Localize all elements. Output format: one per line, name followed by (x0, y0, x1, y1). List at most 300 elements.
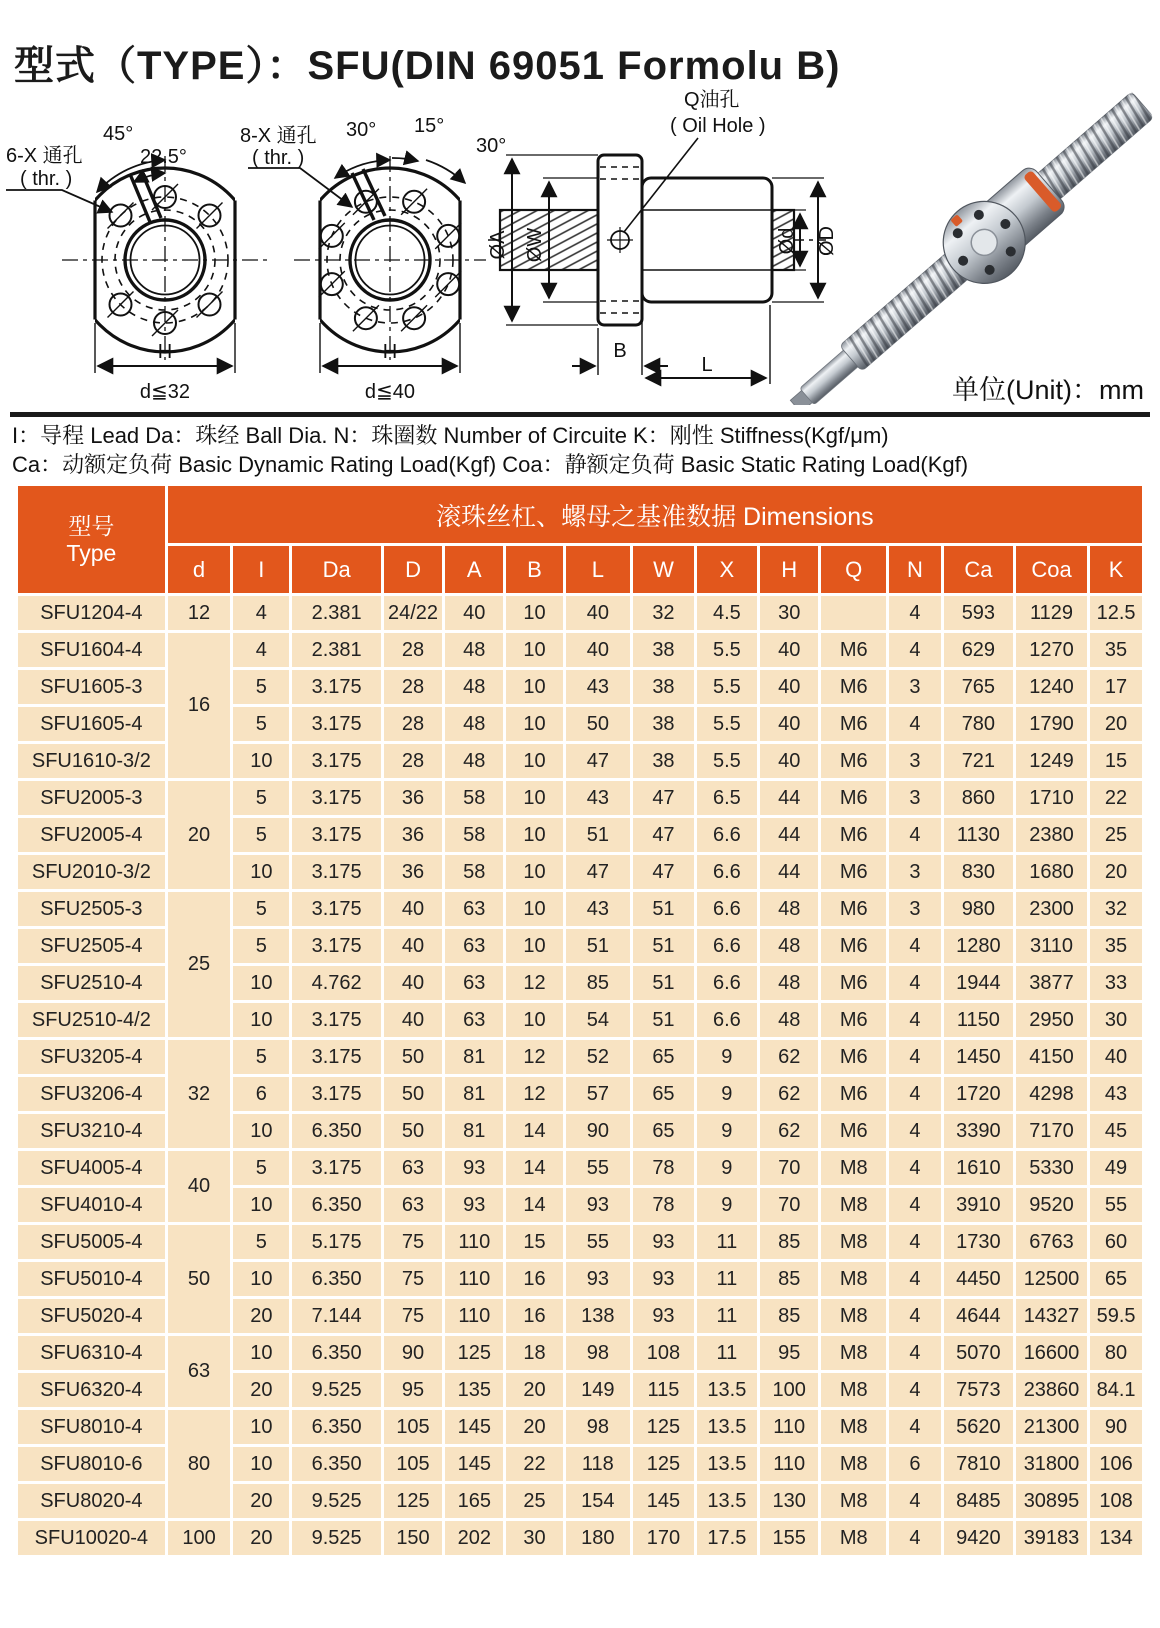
value-cell: 629 (944, 633, 1013, 667)
value-cell: 16 (506, 1299, 562, 1333)
divider-rule (10, 412, 1150, 417)
value-cell: 9 (697, 1114, 757, 1148)
value-cell: 48 (760, 929, 818, 963)
type-cell: SFU6310-4 (18, 1336, 165, 1370)
value-cell: 1944 (944, 966, 1013, 1000)
value-cell: 32 (633, 596, 693, 630)
value-cell: M6 (821, 781, 886, 815)
type-cell: SFU3206-4 (18, 1077, 165, 1111)
value-cell: 93 (633, 1299, 693, 1333)
value-cell: 3.175 (292, 1003, 380, 1037)
value-cell: 38 (633, 633, 693, 667)
value-cell: 10 (233, 855, 289, 889)
value-cell: 10 (233, 1114, 289, 1148)
value-cell: 20 (233, 1521, 289, 1555)
value-cell: 4450 (944, 1262, 1013, 1296)
value-cell: 51 (633, 1003, 693, 1037)
value-cell: 13.5 (697, 1484, 757, 1518)
nut-section-drawing (487, 88, 838, 384)
value-cell: 5 (233, 670, 289, 704)
value-cell: M6 (821, 855, 886, 889)
value-cell: 48 (760, 966, 818, 1000)
value-cell: 106 (1090, 1447, 1142, 1481)
spec-table-body (18, 596, 1142, 1555)
type-cell: SFU3210-4 (18, 1114, 165, 1148)
type-cell: SFU4005-4 (18, 1151, 165, 1185)
d-group-cell: 12 (168, 596, 231, 630)
value-cell: 5 (233, 1225, 289, 1259)
value-cell: 108 (633, 1336, 693, 1370)
d-group-cell: 50 (168, 1225, 231, 1333)
eight-hole-label: 8-X 通孔 (240, 125, 317, 147)
value-cell: 44 (760, 855, 818, 889)
value-cell: 2950 (1016, 1003, 1087, 1037)
value-cell: 3 (889, 670, 941, 704)
value-cell: 85 (760, 1299, 818, 1333)
value-cell: 20 (233, 1299, 289, 1333)
value-cell: M6 (821, 1077, 886, 1111)
value-cell: 10 (233, 966, 289, 1000)
value-cell: 65 (1090, 1262, 1142, 1296)
column-header-w: W (633, 546, 693, 593)
value-cell: 40 (760, 670, 818, 704)
value-cell: 47 (633, 818, 693, 852)
angle-45-label: 45° (103, 123, 134, 145)
value-cell: 70 (760, 1151, 818, 1185)
value-cell: 95 (384, 1373, 442, 1407)
value-cell: 32 (1090, 892, 1142, 926)
value-cell: M6 (821, 707, 886, 741)
value-cell: 5.5 (697, 707, 757, 741)
value-cell: 40 (384, 966, 442, 1000)
value-cell: 10 (506, 596, 562, 630)
legend-line-2: Ca：动额定负荷 Basic Dynamic Rating Load(Kgf) Coa：静额定负荷 Basic Static Rating Load(Kgf) (12, 452, 969, 477)
value-cell: 149 (566, 1373, 631, 1407)
value-cell: 85 (566, 966, 631, 1000)
value-cell: 5330 (1016, 1151, 1087, 1185)
column-header-b: B (506, 546, 562, 593)
value-cell: 165 (445, 1484, 503, 1518)
value-cell: 49 (1090, 1151, 1142, 1185)
value-cell: 51 (633, 966, 693, 1000)
value-cell: 12 (506, 966, 562, 1000)
type-cell: SFU1610-3/2 (18, 744, 165, 778)
value-cell: 105 (384, 1447, 442, 1481)
value-cell: 81 (445, 1040, 503, 1074)
value-cell: 150 (384, 1521, 442, 1555)
value-cell: 4 (233, 633, 289, 667)
d-group-cell: 25 (168, 892, 231, 1037)
value-cell: 65 (633, 1077, 693, 1111)
column-header-i: I (233, 546, 289, 593)
value-cell: 30 (760, 596, 818, 630)
value-cell: 85 (760, 1262, 818, 1296)
value-cell: 40 (760, 707, 818, 741)
type-cell: SFU2005-3 (18, 781, 165, 815)
value-cell: M8 (821, 1225, 886, 1259)
value-cell: 40 (384, 929, 442, 963)
value-cell: 30 (506, 1521, 562, 1555)
value-cell: 18 (506, 1336, 562, 1370)
value-cell: 10 (233, 744, 289, 778)
value-cell: 12 (506, 1040, 562, 1074)
value-cell: 48 (445, 633, 503, 667)
value-cell: 6 (889, 1447, 941, 1481)
value-cell: 202 (445, 1521, 503, 1555)
value-cell: 2.381 (292, 633, 380, 667)
technical-drawings (0, 60, 1160, 405)
table-row (18, 1521, 1142, 1555)
value-cell: 6.6 (697, 892, 757, 926)
value-cell: 58 (445, 855, 503, 889)
value-cell: 4 (889, 1040, 941, 1074)
value-cell: 30 (1090, 1003, 1142, 1037)
table-row (18, 1336, 1142, 1370)
value-cell: 48 (445, 670, 503, 704)
value-cell: 16 (506, 1262, 562, 1296)
value-cell: 35 (1090, 633, 1142, 667)
value-cell: 6.6 (697, 1003, 757, 1037)
legend-line-1: I：导程 Lead Da：珠经 Ball Dia. N：珠圈数 Number of Circuite K：刚性 Stiffness(Kgf/μm) (12, 423, 889, 448)
value-cell: M6 (821, 966, 886, 1000)
value-cell: 3.175 (292, 1151, 380, 1185)
value-cell: 48 (445, 744, 503, 778)
value-cell: 43 (566, 781, 631, 815)
value-cell: 4 (889, 707, 941, 741)
column-header-h: H (760, 546, 818, 593)
type-header-cn: 型号 (68, 512, 115, 539)
value-cell: 830 (944, 855, 1013, 889)
type-header-en: Type (66, 539, 117, 566)
value-cell: 118 (566, 1447, 631, 1481)
value-cell: 780 (944, 707, 1013, 741)
angle-15-label: 15° (414, 115, 445, 137)
value-cell: 10 (506, 744, 562, 778)
d-group-cell: 32 (168, 1040, 231, 1148)
type-cell: SFU1204-4 (18, 596, 165, 630)
value-cell: 6.350 (292, 1262, 380, 1296)
type-cell: SFU2510-4 (18, 966, 165, 1000)
value-cell: 17.5 (697, 1521, 757, 1555)
table-row (18, 1225, 1142, 1259)
value-cell: 4 (889, 1077, 941, 1111)
value-cell: 4 (889, 1484, 941, 1518)
value-cell: 10 (506, 1003, 562, 1037)
table-row (18, 781, 1142, 815)
value-cell: 4 (889, 1003, 941, 1037)
value-cell: 10 (233, 1188, 289, 1222)
type-cell: SFU10020-4 (18, 1521, 165, 1555)
value-cell: 3 (889, 744, 941, 778)
value-cell: 51 (566, 818, 631, 852)
value-cell: 23860 (1016, 1373, 1087, 1407)
value-cell: 11 (697, 1225, 757, 1259)
value-cell: 105 (384, 1410, 442, 1444)
value-cell: 51 (633, 929, 693, 963)
value-cell: 40 (384, 1003, 442, 1037)
value-cell: 33 (1090, 966, 1142, 1000)
value-cell: 20 (233, 1373, 289, 1407)
legend (12, 421, 1154, 479)
value-cell: 20 (233, 1484, 289, 1518)
value-cell: 10 (506, 670, 562, 704)
value-cell: 135 (445, 1373, 503, 1407)
value-cell: 22 (506, 1447, 562, 1481)
value-cell: 20 (506, 1373, 562, 1407)
value-cell: 25 (1090, 818, 1142, 852)
value-cell: 6.350 (292, 1336, 380, 1370)
value-cell: 50 (384, 1114, 442, 1148)
value-cell: 40 (566, 633, 631, 667)
value-cell: 10 (233, 1003, 289, 1037)
column-header-k: K (1090, 546, 1142, 593)
value-cell: 20 (1090, 707, 1142, 741)
value-cell: 6.5 (697, 781, 757, 815)
value-cell: 14 (506, 1151, 562, 1185)
type-cell: SFU1605-3 (18, 670, 165, 704)
value-cell: 50 (384, 1040, 442, 1074)
value-cell: 16600 (1016, 1336, 1087, 1370)
value-cell: 1710 (1016, 781, 1087, 815)
value-cell: 65 (633, 1040, 693, 1074)
type-cell: SFU2505-3 (18, 892, 165, 926)
value-cell: 2.381 (292, 596, 380, 630)
type-cell: SFU8010-4 (18, 1410, 165, 1444)
column-header-big-d: D (384, 546, 442, 593)
value-cell: 3.175 (292, 818, 380, 852)
value-cell: 5 (233, 929, 289, 963)
value-cell: 48 (445, 707, 503, 741)
value-cell: 10 (506, 707, 562, 741)
value-cell: 110 (445, 1262, 503, 1296)
value-cell: 54 (566, 1003, 631, 1037)
dim-l-label: L (701, 354, 713, 376)
value-cell: 5 (233, 818, 289, 852)
value-cell: 58 (445, 781, 503, 815)
value-cell: 59.5 (1090, 1299, 1142, 1333)
value-cell: 13.5 (697, 1410, 757, 1444)
table-row (18, 596, 1142, 630)
value-cell: 50 (384, 1077, 442, 1111)
value-cell: 13.5 (697, 1447, 757, 1481)
value-cell: 125 (633, 1447, 693, 1481)
value-cell: 4 (889, 596, 941, 630)
value-cell: 155 (760, 1521, 818, 1555)
value-cell: 40 (384, 892, 442, 926)
value-cell: 3.175 (292, 781, 380, 815)
value-cell: 10 (506, 929, 562, 963)
value-cell: 9 (697, 1151, 757, 1185)
value-cell: 43 (566, 892, 631, 926)
value-cell: 6.350 (292, 1114, 380, 1148)
value-cell: 47 (633, 781, 693, 815)
value-cell: 1680 (1016, 855, 1087, 889)
value-cell: 62 (760, 1040, 818, 1074)
table-row (18, 1151, 1142, 1185)
dimensions-header: 滚珠丝杠、螺母之基准数据 Dimensions (168, 486, 1142, 543)
value-cell: 38 (633, 707, 693, 741)
type-cell: SFU4010-4 (18, 1188, 165, 1222)
value-cell: 14 (506, 1114, 562, 1148)
value-cell: 55 (566, 1225, 631, 1259)
value-cell: 5.175 (292, 1225, 380, 1259)
type-cell: SFU5005-4 (18, 1225, 165, 1259)
value-cell: 17 (1090, 670, 1142, 704)
value-cell: 110 (445, 1299, 503, 1333)
value-cell: M6 (821, 892, 886, 926)
value-cell: 3.175 (292, 855, 380, 889)
value-cell: 10 (506, 781, 562, 815)
value-cell: 75 (384, 1299, 442, 1333)
value-cell: M8 (821, 1262, 886, 1296)
value-cell: 11 (697, 1262, 757, 1296)
value-cell: 2380 (1016, 818, 1087, 852)
value-cell: 5620 (944, 1410, 1013, 1444)
value-cell: 115 (633, 1373, 693, 1407)
value-cell: 4 (889, 818, 941, 852)
value-cell: 51 (633, 892, 693, 926)
value-cell: 110 (760, 1410, 818, 1444)
column-header-da: Da (292, 546, 380, 593)
d-group-cell: 16 (168, 633, 231, 778)
value-cell: 63 (445, 892, 503, 926)
value-cell: 90 (384, 1336, 442, 1370)
value-cell: M8 (821, 1188, 886, 1222)
value-cell: 38 (633, 670, 693, 704)
value-cell: 10 (233, 1410, 289, 1444)
value-cell: 4 (889, 966, 941, 1000)
six-hole-label: 6-X 通孔 (6, 145, 83, 167)
flange-6-hole-drawing (6, 123, 277, 403)
value-cell: 5 (233, 707, 289, 741)
value-cell: M8 (821, 1336, 886, 1370)
dim-h-label: H (157, 341, 173, 363)
value-cell: 9 (697, 1040, 757, 1074)
value-cell: 20 (1090, 855, 1142, 889)
value-cell: 5.5 (697, 633, 757, 667)
value-cell: 3 (889, 892, 941, 926)
d-group-cell: 80 (168, 1410, 231, 1518)
value-cell: 24/22 (384, 596, 442, 630)
value-cell: 40 (760, 744, 818, 778)
value-cell: 4 (889, 929, 941, 963)
dim-b-label: B (613, 340, 627, 362)
type-cell: SFU5020-4 (18, 1299, 165, 1333)
oil-hole-label-en: ( Oil Hole ) (670, 115, 766, 137)
d-group-cell: 40 (168, 1151, 231, 1222)
value-cell: 93 (633, 1225, 693, 1259)
value-cell: 51 (566, 929, 631, 963)
value-cell: 4 (889, 1151, 941, 1185)
value-cell: 85 (760, 1225, 818, 1259)
value-cell: 6.6 (697, 966, 757, 1000)
value-cell: M6 (821, 818, 886, 852)
type-cell: SFU8010-6 (18, 1447, 165, 1481)
value-cell: 63 (445, 1003, 503, 1037)
value-cell: 93 (566, 1188, 631, 1222)
value-cell: 63 (384, 1151, 442, 1185)
value-cell: 4 (889, 1262, 941, 1296)
type-cell: SFU2510-4/2 (18, 1003, 165, 1037)
value-cell: 47 (633, 855, 693, 889)
value-cell: 5.5 (697, 670, 757, 704)
value-cell: 5 (233, 781, 289, 815)
value-cell: 1610 (944, 1151, 1013, 1185)
value-cell: M6 (821, 633, 886, 667)
value-cell: 134 (1090, 1521, 1142, 1555)
value-cell: 12500 (1016, 1262, 1087, 1296)
value-cell: 12 (506, 1077, 562, 1111)
value-cell: 93 (445, 1151, 503, 1185)
value-cell: M6 (821, 929, 886, 963)
value-cell: 3910 (944, 1188, 1013, 1222)
value-cell: 4 (233, 596, 289, 630)
value-cell: 100 (760, 1373, 818, 1407)
value-cell: 15 (506, 1225, 562, 1259)
value-cell: 1249 (1016, 744, 1087, 778)
column-header-ca: Ca (944, 546, 1013, 593)
value-cell: 5 (233, 1151, 289, 1185)
column-header-d: d (168, 546, 231, 593)
value-cell: M8 (821, 1299, 886, 1333)
value-cell: 28 (384, 707, 442, 741)
value-cell: 55 (1090, 1188, 1142, 1222)
oil-hole-label-cn: Q油孔 (684, 89, 740, 111)
value-cell: 13.5 (697, 1373, 757, 1407)
value-cell: M6 (821, 1040, 886, 1074)
angle-30-right-label: 30° (476, 135, 507, 157)
value-cell: M8 (821, 1151, 886, 1185)
value-cell: 3877 (1016, 966, 1087, 1000)
value-cell: 108 (1090, 1484, 1142, 1518)
value-cell: 145 (633, 1484, 693, 1518)
value-cell: 9520 (1016, 1188, 1087, 1222)
unit-note: 单位(Unit)：mm (952, 375, 1144, 405)
value-cell: 36 (384, 781, 442, 815)
type-cell: SFU2505-4 (18, 929, 165, 963)
value-cell: 47 (566, 744, 631, 778)
table-row (18, 1040, 1142, 1074)
value-cell: 28 (384, 633, 442, 667)
value-cell: 75 (384, 1262, 442, 1296)
value-cell: 9.525 (292, 1484, 380, 1518)
dim-d32-label: d≦32 (139, 381, 191, 403)
value-cell: 1270 (1016, 633, 1087, 667)
value-cell: 4644 (944, 1299, 1013, 1333)
type-cell: SFU2010-3/2 (18, 855, 165, 889)
table-row (18, 633, 1142, 667)
value-cell: 860 (944, 781, 1013, 815)
value-cell: 1790 (1016, 707, 1087, 741)
value-cell: 138 (566, 1299, 631, 1333)
value-cell: 7.144 (292, 1299, 380, 1333)
value-cell: 81 (445, 1077, 503, 1111)
value-cell: M6 (821, 670, 886, 704)
value-cell: 5.5 (697, 744, 757, 778)
value-cell: 6.350 (292, 1410, 380, 1444)
value-cell: 35 (1090, 929, 1142, 963)
value-cell: 12.5 (1090, 596, 1142, 630)
value-cell: 6.6 (697, 929, 757, 963)
dia-d-label: Ød (776, 227, 798, 255)
value-cell: 43 (1090, 1077, 1142, 1111)
value-cell: 14 (506, 1188, 562, 1222)
value-cell: 3.175 (292, 1077, 380, 1111)
value-cell: 95 (760, 1336, 818, 1370)
value-cell: 28 (384, 744, 442, 778)
type-cell: SFU3205-4 (18, 1040, 165, 1074)
value-cell: 4 (889, 1373, 941, 1407)
